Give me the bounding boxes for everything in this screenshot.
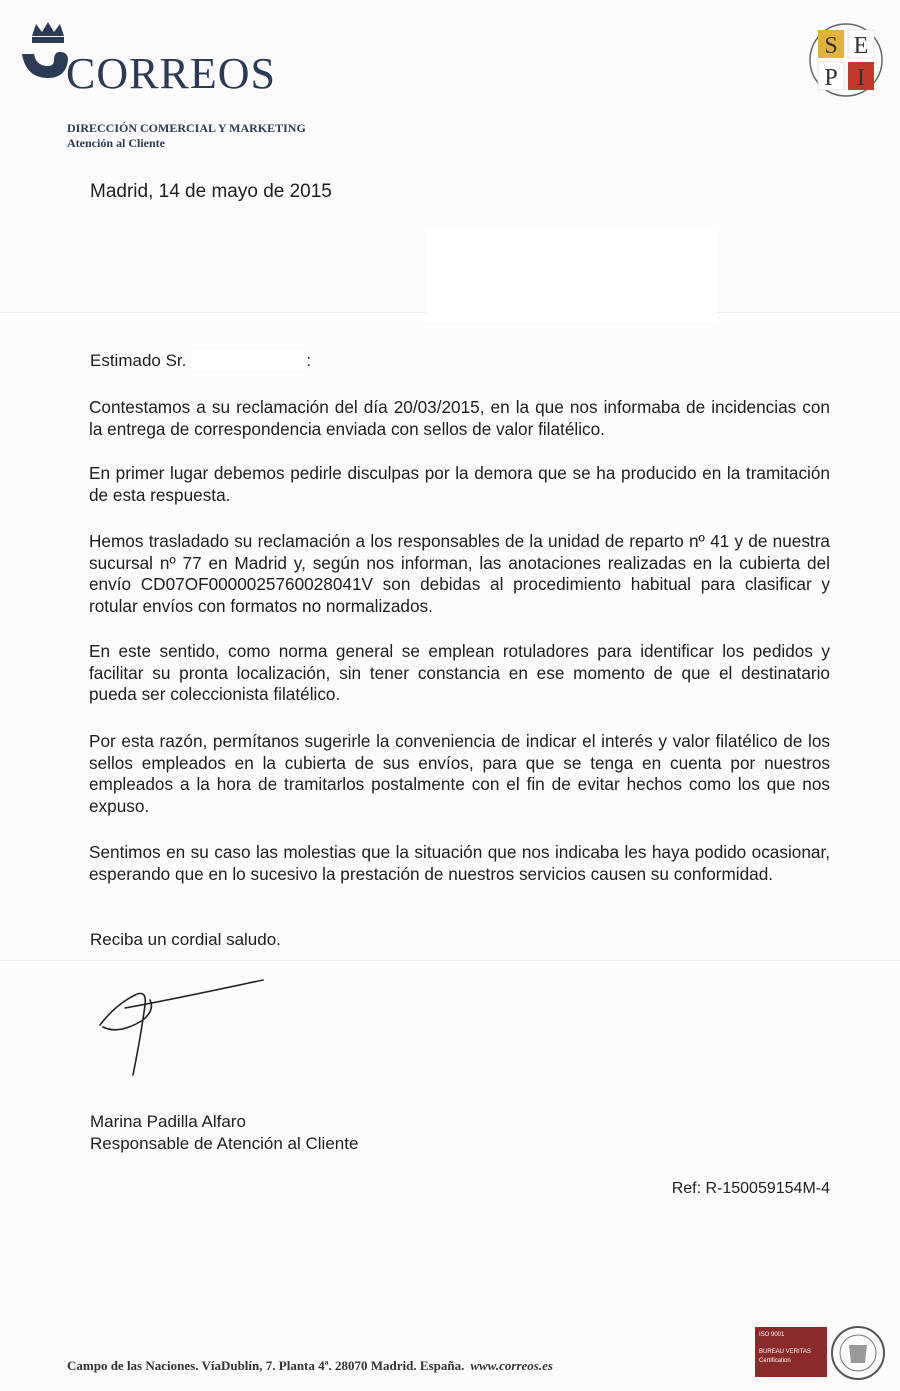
certification-iso: ISO 9001 bbox=[759, 1332, 785, 1338]
paper-fold-line bbox=[0, 960, 900, 961]
footer-address-line bbox=[67, 1358, 553, 1374]
certification-label: Certification bbox=[759, 1358, 791, 1364]
greeting-prefix: Estimado Sr. bbox=[90, 351, 187, 370]
bureau-veritas-seal-icon bbox=[829, 1325, 887, 1381]
greeting bbox=[90, 350, 311, 371]
sepi-letter: P bbox=[824, 65, 838, 91]
signer-name: Marina Padilla Alfaro bbox=[90, 1112, 246, 1131]
subdepartment-name: Atención al Cliente bbox=[67, 136, 165, 150]
body-paragraph: Contestamos a su reclamación del día 20/03/2015, en la que nos informaba de incidencias con la entrega de correspondencia enviada con sellos de valor filatélico. bbox=[89, 397, 830, 439]
bureau-veritas-certification bbox=[755, 1325, 888, 1381]
body-paragraph: En este sentido, como norma general se emplean rotuladores para identificar los pedidos y facilitar su pronta localización, sin tener constancia en ese momento de que el destinatario pueda ser coleccionista filatélico. bbox=[89, 641, 830, 704]
sepi-letter: I bbox=[857, 65, 865, 91]
sepi-letter: E bbox=[853, 33, 869, 59]
greeting-suffix: : bbox=[306, 351, 312, 370]
certification-box bbox=[755, 1327, 827, 1377]
correos-wordmark: CORREOS bbox=[66, 49, 276, 98]
department-name: DIRECCIÓN COMERCIAL Y MARKETING bbox=[67, 121, 306, 135]
footer-website: www.correos.es bbox=[470, 1358, 553, 1373]
letter-date: Madrid, 14 de mayo de 2015 bbox=[90, 181, 332, 202]
reference-number: Ref: R-150059154M-4 bbox=[671, 1180, 830, 1197]
handwritten-signature bbox=[95, 975, 270, 1085]
sepi-logo-icon bbox=[806, 20, 886, 100]
body-paragraph: Por esta razón, permítanos sugerirle la conveniencia de indicar el interés y valor filatélico de los sellos empleados en la cubierta de sus envíos, para que se tenga en cuenta por nuestros empleados a la hora de tramitarlos postalmente con el fin de evitar hechos como los que nos expuso. bbox=[89, 731, 830, 816]
redacted-name bbox=[192, 350, 304, 370]
signer-title: Responsable de Atención al Cliente bbox=[90, 1134, 359, 1153]
footer-address: Campo de las Naciones. VíaDublín, 7. Planta 4ª. 28070 Madrid. España. bbox=[67, 1358, 465, 1373]
certification-bureau: BUREAU VERITAS bbox=[759, 1349, 811, 1355]
body-paragraph: Hemos trasladado su reclamación a los responsables de la unidad de reparto nº 41 y de nuestra sucursal nº 77 en Madrid y, según nos informan, las anotaciones realizadas en la cubierta del envío CD07OF0000025760028041V son debidas al procedimiento habitual para clasificar y rotular envíos con formatos no normalizados. bbox=[89, 531, 830, 616]
redacted-address-block bbox=[426, 229, 717, 322]
body-paragraph: Sentimos en su caso las molestias que la situación que nos indicaba les haya podido ocasionar, esperando que en lo sucesivo la prestación de nuestros servicios causen su conformidad. bbox=[89, 842, 830, 884]
sepi-letter: S bbox=[824, 33, 838, 59]
body-paragraph: En primer lugar debemos pedirle disculpas por la demora que se ha producido en la tramitación de esta respuesta. bbox=[89, 463, 830, 505]
closing-line: Reciba un cordial saludo. bbox=[90, 930, 281, 949]
